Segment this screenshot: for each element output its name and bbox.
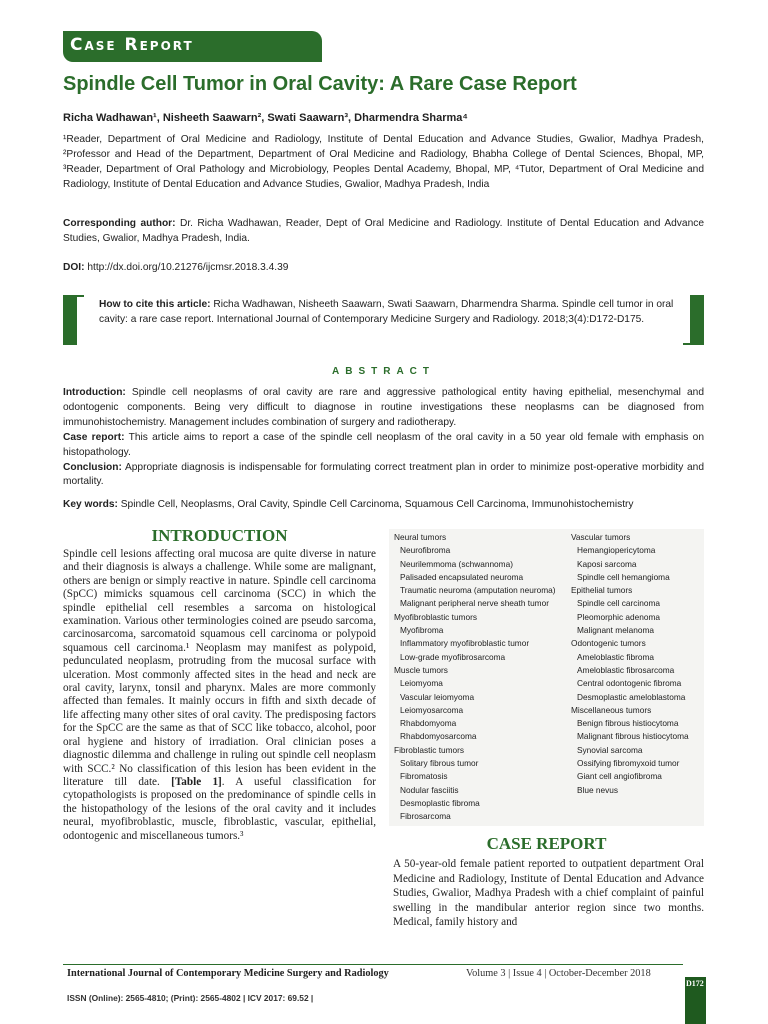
keywords (63, 499, 704, 510)
keywords-label: Key words: (63, 499, 118, 510)
introduction-body (63, 548, 376, 843)
introduction-heading: INTRODUCTION (151, 526, 288, 545)
table-category: Vascular tumors (571, 532, 631, 542)
table-item: Benign fibrous histiocytoma (577, 718, 679, 729)
abstract-conclusion-text: Appropriate diagnosis is indispensable for formulating correct treatment plan in order to minimize post-operative morbidity and mortality. (63, 461, 704, 488)
introduction-text: Spindle cell lesions affecting oral mucosa are quite diverse in nature and their diagnosis is always a challenge. While some are malignant, others are benign or simply reactive in nature. Spindle cell carcinoma (SpCC) mimicks squamous cell carcinoma (SCC) in which the spindle epithelial cell resembles a sarcoma on histological examination. Various other terminologies coined are pseudo sarcoma, carcinosarcoma, sarcomatoid squamous cell carcinoma or polypoid squamous cell carcinoma.¹ Neoplasm may manifest as polypoid, pedunculated neoplasm, protruding from the mucosal surface with ulceration. Most commonly affected sites in the head and neck are oral cavity, larynx, tonsil and pharynx. Males are more commonly affected than females. It mainly occurs in fifth and sixth decade of life affecting many other sites of oral cavity. The predisposing factors for the SpCC are the same as that of SCC like tobacco, alcohol, poor oral hygiene and history of irradiation. Oral clinician poses a diagnostic dilemma and challenge in ruling out spindle cell neoplasm with SCC.² No classification of this lesion has been evident in the literature till date. (63, 548, 376, 788)
affiliations: ¹Reader, Department of Oral Medicine and Radiology, Institute of Dental Education and Advance Studies, Gwalior, Madhya Pradesh, ²Professor and Head of the Department, Department of Oral Medicine and Radiology, Bhabha College of Dental Sciences, Bhopal, MP, ³Reader, Department of Oral Pathology and Microbiology, Peoples Dental Academy, Bhopal, MP, ⁴Tutor, Department of Oral Medicine and Radiology, Institute of Dental Education and Advance Studies, Gwalior, Madhya Pradesh, India (63, 134, 704, 190)
table-item: Desmoplastic fibroma (400, 797, 480, 808)
corresponding-label: Corresponding author: (63, 218, 176, 229)
citation-bar-left (63, 295, 77, 345)
corresponding-author (63, 217, 704, 247)
abstract-heading: ABSTRACT (332, 366, 435, 377)
table-column-right (566, 531, 689, 797)
abstract-intro-text: Spindle cell neoplasms of oral cavity are rare and aggressive pathological entity having epithelial, mesenchymal and odontogenic components. Being very difficult to diagnose in routine investigations these neoplasms can be diagnosed from immunohistochemistry. Management includes combination of surgery and radiotherapy. (63, 387, 704, 428)
abstract-conclusion (63, 461, 704, 491)
table-item: Nodular fasciitis (400, 784, 459, 795)
table-item: Malignant peripheral nerve sheath tumor (400, 598, 549, 609)
case-report-heading: CASE REPORT (486, 834, 607, 853)
table-item: Vascular leiomyoma (400, 691, 475, 702)
table-category: Odontogenic tumors (571, 638, 646, 649)
table-item: Hemangiopericytoma (577, 545, 656, 556)
table-category: Neural tumors (394, 532, 447, 542)
table-category: Muscle tumors (394, 664, 448, 675)
citation-text (99, 298, 677, 328)
footer-volume-info: Volume 3 | Issue 4 | October-December 2018 (466, 968, 651, 979)
table-item: Neurilemmoma (schwannoma) (400, 558, 513, 569)
footer-rule (63, 964, 683, 965)
table-item: Leiomyoma (400, 678, 443, 689)
table-item: Palisaded encapsulated neuroma (400, 571, 524, 582)
table-item: Pleomorphic adenoma (577, 611, 661, 622)
doi-line (63, 262, 704, 273)
citation-label: How to cite this article: (99, 299, 211, 310)
abstract (63, 386, 704, 490)
table-column-left (389, 531, 556, 824)
doi-label: DOI: (63, 262, 85, 273)
introduction-text-end: . A useful classification for cytopathologists is proposed on the predominance of spindle cells in the histopathology of the lesions of the oral cavity and it includes neural, myofibroblastic, muscle, fibroblastic, vascular, epithelial, odontogenic and miscellaneous tumors.³ (63, 775, 376, 842)
classification-table (389, 529, 704, 826)
page-number-tab (685, 977, 706, 1024)
corresponding-text: Dr. Richa Wadhawan, Reader, Dept of Oral Medicine and Radiology. Institute of Dental Education and Advance Studies, Gwalior, Madhya Pradesh, India. (63, 218, 704, 244)
table-item: Blue nevus (577, 784, 619, 795)
table-item: Ossifying fibromyxoid tumor (577, 758, 680, 769)
table-item: Rhabdomyosarcoma (400, 731, 477, 742)
table-item: Central odontogenic fibroma (577, 678, 682, 689)
table-category: Miscellaneous tumors (571, 704, 652, 715)
table-item: Neurofibroma (400, 545, 451, 556)
table-item: Low-grade myofibrosarcoma (400, 651, 506, 662)
citation-bar-right (690, 295, 704, 345)
footer-journal-name: International Journal of Contemporary Medicine Surgery and Radiology (67, 968, 389, 979)
table-item: Giant cell angiofibroma (577, 771, 662, 782)
citation-box (63, 295, 704, 345)
abstract-introduction (63, 386, 704, 431)
table-item: Desmoplastic ameloblastoma (577, 691, 686, 702)
citation-body: Richa Wadhawan, Nisheeth Saawarn, Swati Saawarn, Dharmendra Sharma. Spindle cell tumor in oral cavity: a rare case report. International Journal of Contemporary Medicine Surgery and Radiology. 2018;3(4):D172-D175. (99, 299, 674, 325)
table-item: Spindle cell hemangioma (577, 571, 670, 582)
abstract-conclusion-label: Conclusion: (63, 461, 122, 473)
article-type-label: Case Report (70, 35, 194, 55)
page-number: D172 (686, 979, 704, 988)
table-item: Ameloblastic fibrosarcoma (577, 664, 675, 675)
table-item: Kaposi sarcoma (577, 558, 637, 569)
author-list: Richa Wadhawan¹, Nisheeth Saawarn², Swati Saawarn³, Dharmendra Sharma⁴ (63, 112, 468, 124)
table-item: Fibrosarcoma (400, 811, 451, 822)
table-item: Fibromatosis (400, 771, 448, 782)
keywords-text: Spindle Cell, Neoplasms, Oral Cavity, Spindle Cell Carcinoma, Squamous Cell Carcinoma, Immunohistochemistry (117, 499, 634, 510)
table-item: Malignant melanoma (577, 625, 655, 636)
table-category: Myofibroblastic tumors (394, 611, 477, 622)
article-type-banner (63, 31, 322, 62)
table-reference-link[interactable]: [Table 1] (171, 775, 222, 788)
table-item: Traumatic neuroma (amputation neuroma) (400, 585, 556, 596)
table-item: Inflammatory myofibroblastic tumor (400, 638, 530, 649)
doi-link[interactable]: http://dx.doi.org/10.21276/ijcmsr.2018.3.4.39 (84, 262, 289, 273)
footer-issn: ISSN (Online): 2565-4810; (Print): 2565-4802 | ICV 2017: 69.52 | (67, 993, 314, 1003)
table-item: Leiomyosarcoma (400, 704, 464, 715)
table-item: Spindle cell carcinoma (577, 598, 661, 609)
table-item: Myofibroma (400, 625, 444, 636)
table-category: Fibroblastic tumors (394, 744, 465, 755)
table-item: Synovial sarcoma (577, 744, 643, 755)
abstract-intro-label: Introduction: (63, 387, 126, 398)
table-item: Malignant fibrous histiocytoma (577, 731, 689, 742)
article-title: Spindle Cell Tumor in Oral Cavity: A Rare Case Report (63, 73, 577, 95)
abstract-case-label: Case report: (63, 431, 125, 443)
abstract-case-report (63, 431, 704, 461)
case-report-body: A 50-year-old female patient reported to outpatient department Oral Medicine and Radiology, Institute of Dental Education and Advance Studies, Gwalior, Madhya Pradesh with a chief complaint of painful swelling in the mandibular anterior region since two months. Medical, family history and (393, 858, 704, 928)
table-category: Epithelial tumors (571, 585, 633, 596)
table-item: Rhabdomyoma (400, 718, 457, 729)
table-item: Ameloblastic fibroma (577, 651, 655, 662)
citation-bar-right-tick (683, 343, 690, 345)
abstract-case-text: This article aims to report a case of the spindle cell neoplasm of the oral cavity in a 50 year old female with emphasis on histopathology. (63, 431, 704, 458)
citation-bar-left-tick (77, 295, 84, 297)
table-item: Solitary fibrous tumor (400, 758, 479, 769)
